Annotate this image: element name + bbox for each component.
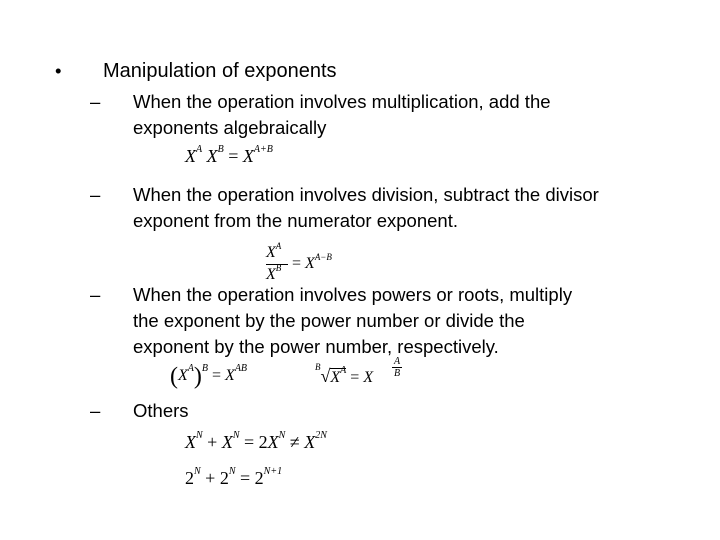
exponent-numerator: A [393, 356, 401, 367]
power-formula [170, 362, 248, 390]
formula-term: 2 [254, 468, 264, 488]
formula-exponent: N+1 [263, 466, 283, 477]
item-4-line-1: Others [133, 400, 189, 421]
formula-term: X [267, 432, 279, 452]
root-index: B [315, 361, 321, 372]
root-formula [315, 361, 374, 388]
formula-paren: ) [193, 363, 202, 390]
formula-exponent: N [228, 466, 236, 477]
formula-operator: = [350, 369, 360, 386]
formula-exponent: A [196, 144, 203, 155]
multiplication-formula [185, 146, 273, 166]
formula-exponent: A [275, 240, 282, 251]
formula-term: X [305, 255, 315, 272]
formula-operator: = [212, 367, 222, 384]
slide-heading: Manipulation of exponents [103, 60, 337, 82]
formula-paren: ( [170, 363, 178, 390]
formula-numerator: X [266, 244, 276, 261]
formula-term: X [242, 146, 254, 166]
formula-exponent: 2N [315, 430, 327, 441]
others-formula-2 [185, 468, 282, 488]
formula-exponent: A [340, 364, 347, 376]
radical-sign: √ [320, 366, 331, 386]
formula-exponent: A−B [314, 251, 332, 262]
formula-exponent: N [194, 466, 201, 477]
item-dash: – [90, 400, 101, 421]
formula-exponent: A [187, 362, 194, 374]
formula-coefficient: 2 [258, 432, 268, 452]
root-exponent-fraction [392, 356, 402, 379]
item-3-line-1: When the operation involves powers or roots, multiply [133, 284, 573, 305]
formula-term: X [304, 432, 316, 452]
formula-exponent: B [201, 362, 208, 374]
formula-term: X [178, 367, 188, 384]
division-formula [266, 240, 356, 286]
formula-operator: = [228, 146, 239, 166]
item-3-line-3: exponent by the power number, respectively. [133, 336, 499, 357]
item-3-line-2: the exponent by the power number or divide the [133, 310, 525, 331]
formula-exponent: B [275, 262, 282, 273]
formula-operator: + [205, 468, 216, 488]
formula-exponent: N [232, 430, 240, 441]
formula-term: X [185, 146, 196, 166]
formula-exponent: B [217, 144, 224, 155]
formula-exponent: AB [234, 362, 248, 374]
formula-term: X [363, 369, 374, 386]
formula-operator: = [292, 255, 302, 272]
others-formula-1 [185, 432, 327, 452]
formula-term: 2 [185, 468, 194, 488]
item-dash: – [90, 91, 101, 112]
formula-term: X [221, 432, 233, 452]
formula-term: X [206, 146, 218, 166]
exponent-denominator: B [393, 368, 401, 379]
formula-denominator: X [266, 266, 276, 283]
item-2-line-1: When the operation involves division, subtract the divisor [133, 184, 599, 205]
item-1-line-1: When the operation involves multiplication, add the [133, 91, 551, 112]
formula-operator: = [240, 468, 251, 488]
formula-operator: = [244, 432, 255, 452]
formula-term: X [185, 432, 196, 452]
item-1-line-2: exponents algebraically [133, 117, 327, 138]
item-2-line-2: exponent from the numerator exponent. [133, 210, 458, 231]
formula-term: X [330, 369, 341, 386]
formula-exponent: N [196, 430, 203, 441]
item-dash: – [90, 284, 101, 305]
formula-term: 2 [219, 468, 229, 488]
formula-operator: ≠ [289, 432, 300, 452]
item-dash: – [90, 184, 101, 205]
formula-term: X [225, 367, 235, 384]
formula-operator: + [207, 432, 218, 452]
formula-exponent: N [278, 430, 286, 441]
formula-exponent: A+B [253, 144, 273, 155]
bullet-marker: • [55, 60, 62, 81]
